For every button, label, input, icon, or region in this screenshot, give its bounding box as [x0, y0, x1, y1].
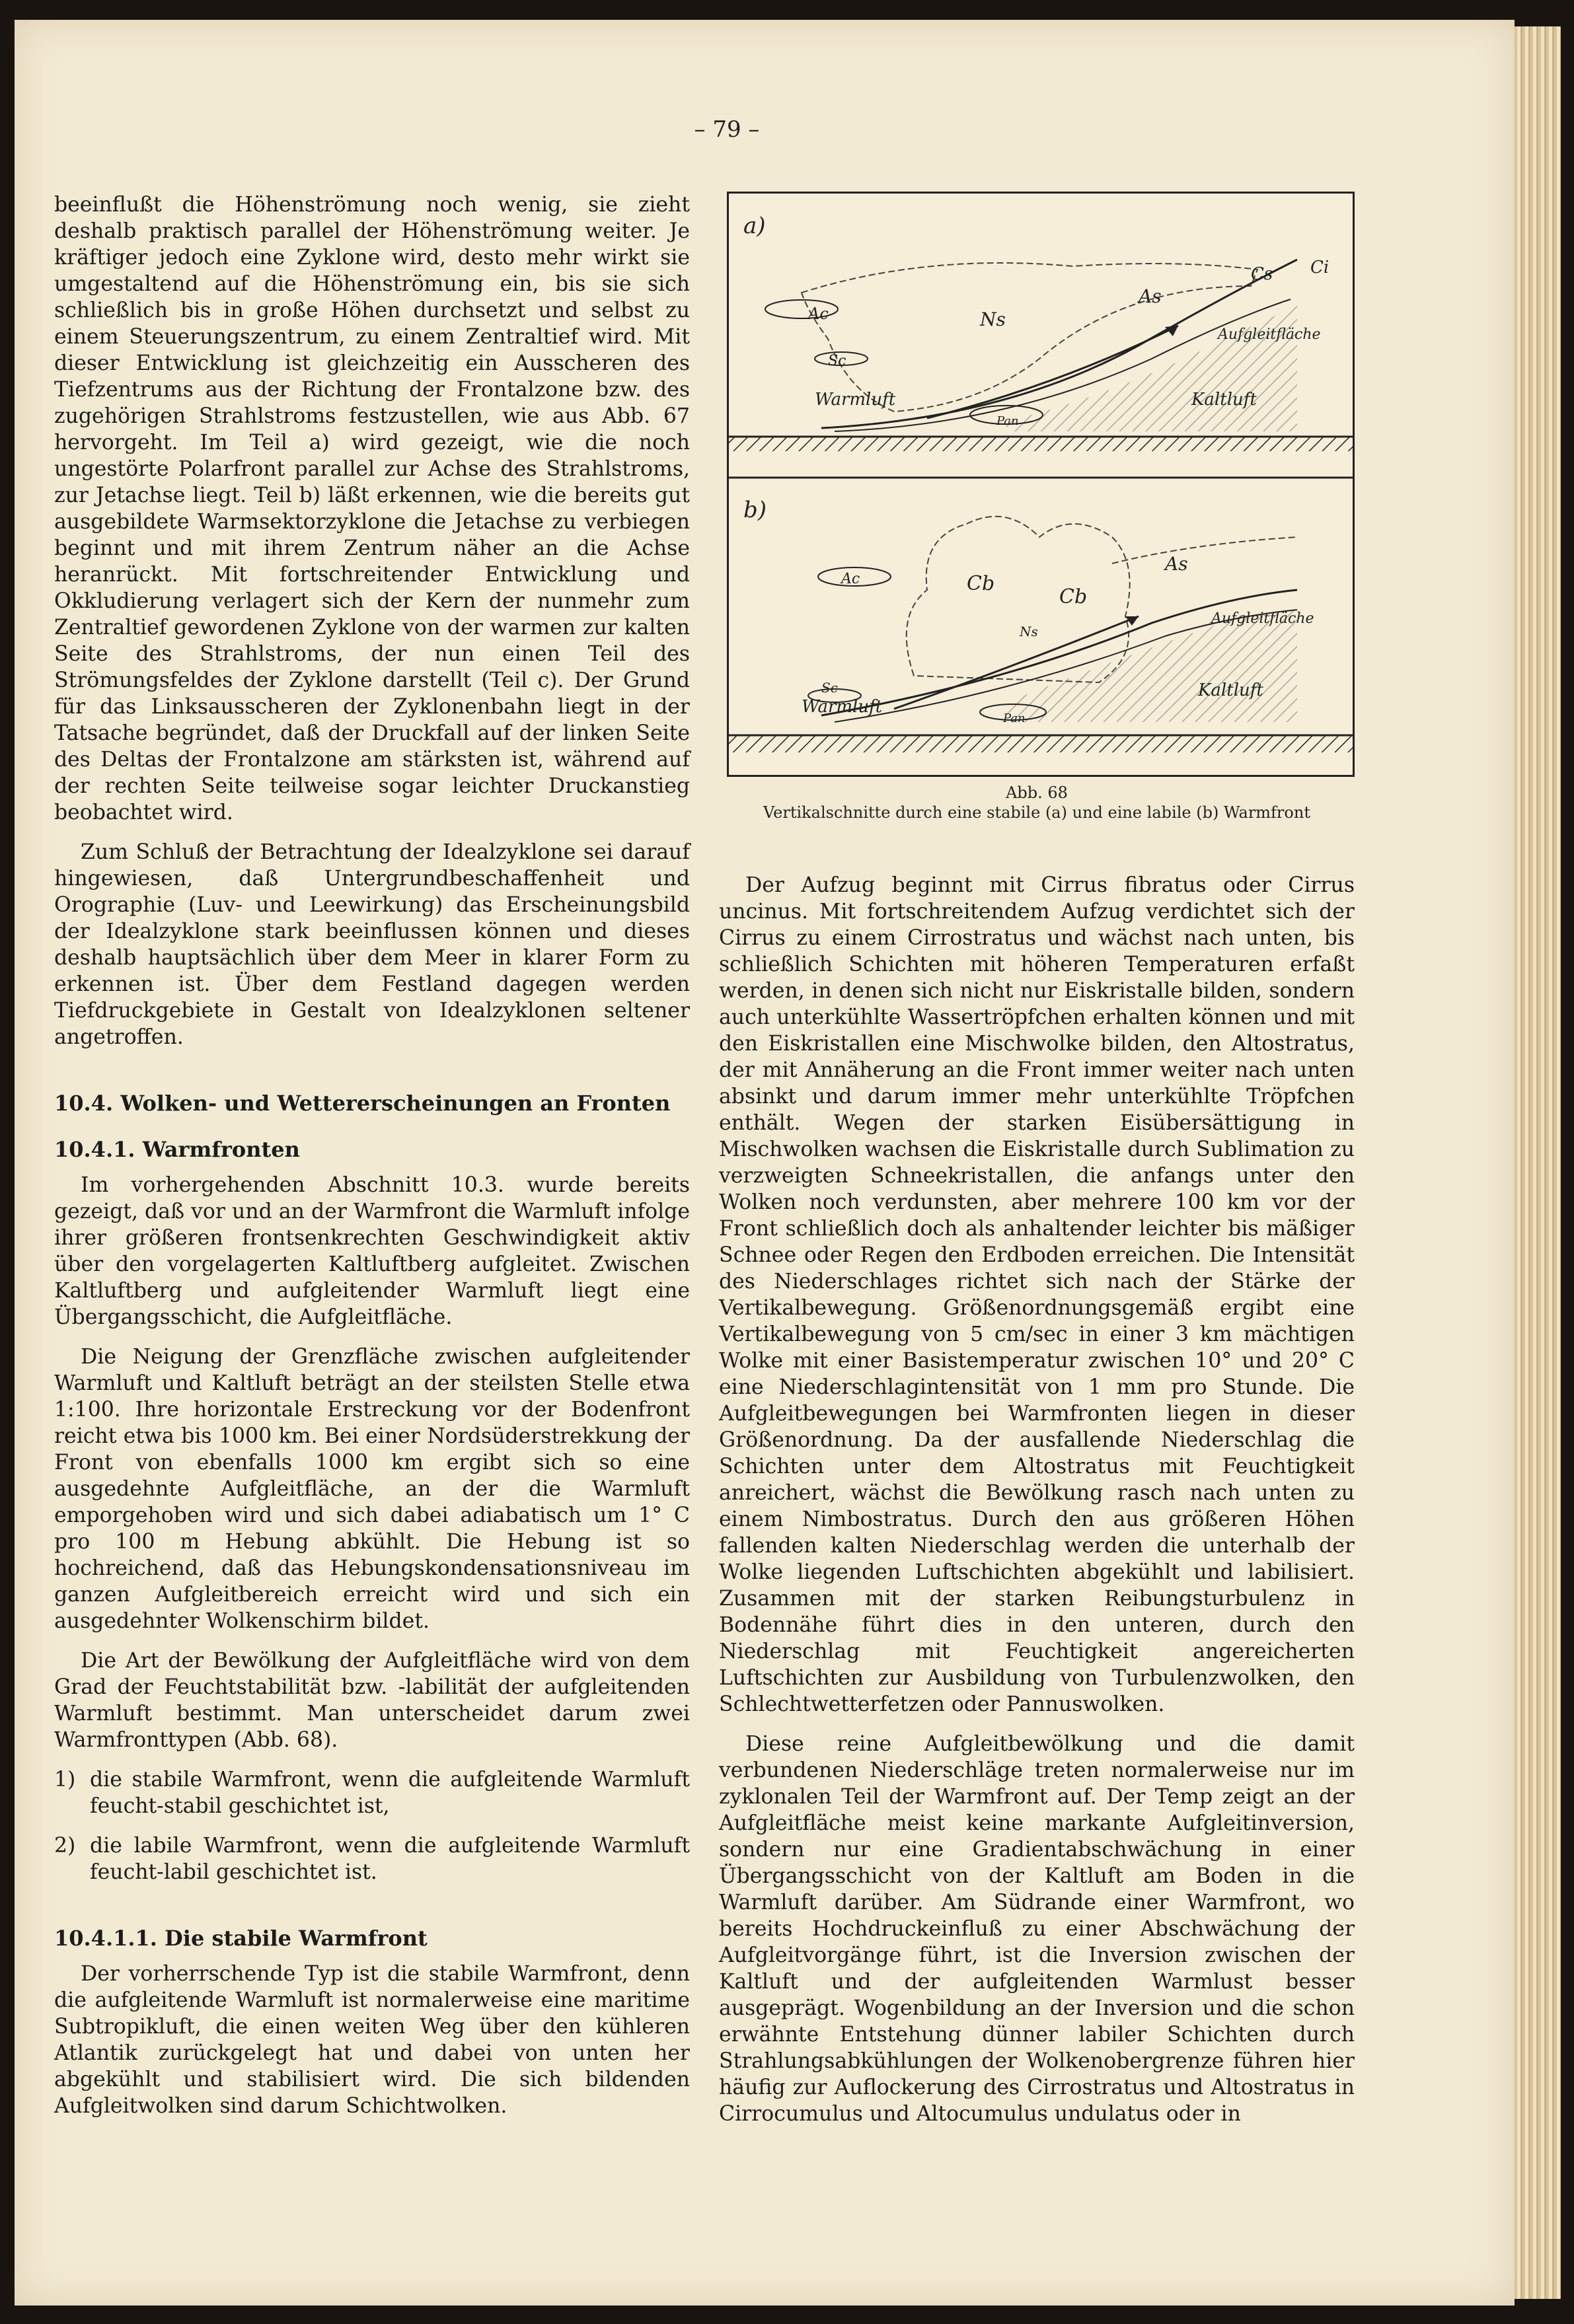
label-ac: Ac	[841, 571, 860, 587]
panel-a	[729, 213, 1353, 451]
paragraph: Der Aufzug beginnt mit Cirrus fibratus oder Cirrus uncinus. Mit fortschreitendem Aufzug verdichtet sich der Cirrus zu einem Cirrostratus und wächst nach unten, bis schließlich Schichten mit höheren Temperaturen erfaßt werden, in denen sich nicht nur Eiskristalle bilden, sondern auch unterkühlte Wassertröpfchen erhalten können und mit den Eiskristallen eine Mischwolke bilden, den Altostratus, der mit Annäherung an die Front immer weiter nach unten absinkt und darum immer mehr unterkühlte Tröpfchen enthält. Wegen der starken Eisübersättigung in Mischwolken wachsen die Eiskristalle durch Sublimation zu verzweigten Schneekristallen, die anfangs unter den Wolken noch verdunsten, aber mehrere 100 km vor der Front schließlich doch als anhaltender leichter bis mäßiger Schnee oder Regen den Erdboden erreichen. Die Intensität des Niederschlages richtet sich nach der Stärke der Vertikalbewegung. Größenordnungsgemäß ergibt eine Vertikalbewegung von 5 cm/sec in einer 3 km mächtigen Wolke mit einer Basistemperatur zwischen 10° und 20° C eine Niederschlagintensität von 1 mm pro Stunde. Die Aufgleitbewegungen bei Warmfronten liegen in dieser Größenordnung. Da der ausfallende Niederschlag die Schichten unter dem Altostratus mit Feuchtigkeit anreichert, wächst die Bewölkung rasch nach unten zu einem Nimbostratus. Durch den aus größeren Höhen fallenden kalten Niederschlag werden die unterhalb der Wolke liegenden Luftschichten abgekühlt und labilisiert. Zusammen mit der starken Reibungsturbulenz in Bodennähe führt dies in den unteren, durch den Niederschlag mit Feuchtigkeit angereicherten Luftschichten zur Ausbildung von Turbulenzwolken, den Schlechtwetterfetzen oder Pannuswolken.	[719, 873, 1355, 1716]
label-pan: Pan	[996, 414, 1019, 428]
list-number: 1)	[54, 1768, 76, 1792]
subsection-heading: 10.4.1. Warmfronten	[54, 1137, 300, 1162]
figure-drawing	[729, 194, 1353, 775]
label-ns: Ns	[980, 309, 1006, 330]
left-column	[54, 192, 690, 2132]
paragraph: Die Art der Bewölkung der Aufgleitfläche wird von dem Grad der Feuchtstabilität bzw. -labilität der aufgleitenden Warmluft bestimmt. Man unterscheidet darum zwei Warmfronttypen (Abb. 68).	[54, 1649, 690, 1752]
figure-warmfront-sections	[727, 192, 1355, 777]
cold-air-wedge-a	[1006, 306, 1297, 431]
label-ns: Ns	[1020, 624, 1038, 639]
label-cb: Cb	[1059, 585, 1088, 608]
right-column	[719, 872, 1355, 2140]
label-aufgleitflaeche: Aufgleitfläche	[1218, 326, 1321, 343]
cumulonimbus-mass-b	[907, 517, 1130, 682]
list-item	[54, 1766, 690, 1819]
list-text: die stabile Warmfront, wenn die aufgleitende Warmluft feucht-stabil geschichtet ist,	[90, 1768, 690, 1818]
page-number: – 79 –	[694, 116, 760, 143]
label-ci: Ci	[1310, 258, 1330, 277]
panel-b-label: b)	[743, 497, 767, 523]
altostratus-b	[1112, 537, 1297, 563]
paragraph: Im vorhergehenden Abschnitt 10.3. wurde bereits gezeigt, daß vor und an der Warmfront die Warmluft infolge ihrer größeren frontsenkrechten Geschwindigkeit aktiv über den vorgelagerten Kaltluftberg aufgleitet. Zwischen Kaltluftberg und aufgleitender Warmluft liegt eine Übergangsschicht, die Aufgleitfläche.	[54, 1173, 690, 1329]
panel-a-label: a)	[743, 213, 766, 239]
label-pan: Pan	[1003, 711, 1026, 725]
label-aufgleitflaeche: Aufgleitfläche	[1211, 610, 1314, 627]
subsubsection-heading: 10.4.1.1. Die stabile Warmfront	[54, 1926, 428, 1951]
ground-hatch-b	[729, 735, 1353, 752]
label-ac: Ac	[808, 305, 829, 323]
caption-text: Vertikalschnitte durch eine stabile (a) und eine labile (b) Warmfront	[763, 803, 1310, 822]
list-text: die labile Warmfront, wenn die aufgleitende Warmluft feucht-labil geschichtet ist.	[90, 1834, 690, 1884]
caption-title: Abb. 68	[1006, 783, 1068, 802]
figure-caption	[719, 783, 1355, 822]
label-warmluft: Warmluft	[815, 390, 896, 410]
page-edge-stack	[1515, 26, 1561, 2299]
section-heading: 10.4. Wolken- und Wettererscheinungen an Fronten	[54, 1091, 671, 1116]
paragraph: beeinflußt die Höhenströmung noch wenig, sie zieht deshalb praktisch parallel der Höhenströmung weiter. Je kräftiger jedoch eine Zyklone wird, desto mehr wirkt sie umgestaltend auf die Höhenströmung ein, bis sie sich schließlich bis in große Höhen durchsetzt und selbst zu einem Steuerungszentrum, zu einem Zentraltief wird. Mit dieser Entwicklung ist gleichzeitig ein Ausscheren des Tiefzentrums aus der Richtung der Frontalzone bzw. des zugehörigen Strahlstroms festzustellen, wie aus Abb. 67 hervorgeht. Im Teil a) wird gezeigt, wie die noch ungestörte Polarfront parallel zur Achse des Strahlstroms, zur Jetachse liegt. Teil b) läßt erkennen, wie die bereits gut ausgebildete Warmsektorzyklone die Jetachse zu verbiegen beginnt und mit ihrem Zentrum näher an die Achse heranrückt. Mit fortschreitender Entwicklung und Okkludierung verlagert sich der Kern der nunmehr zum Zentraltief gewordenen Zyklone von der warmen zur kalten Seite des Strahlstroms, der nun einen Teil des Strömungsfeldes der Zyklone darstellt (Teil c). Der Grund für das Linksausscheren der Zyklonenbahn liegt in der Tatsache begründet, daß der Druckfall auf der linken Seite des Deltas der Frontalzone am stärksten ist, während auf der rechten Seite teilweise sogar leichter Druckanstieg beobachtet wird.	[54, 193, 690, 824]
paragraph: Diese reine Aufgleitbewölkung und die damit verbundenen Niederschläge treten normalerweise nur im zyklonalen Teil der Warmfront auf. Der Temp zeigt an der Aufgleitfläche meist keine markante Aufgleitinversion, sondern nur eine Gradientabschwächung in einer Übergangsschicht von der Kaltluft am Boden in die Warmluft darüber. Am Südrande einer Warmfront, wo bereits Hochdruckeinfluß zu einer Abschwächung der Aufgleitvorgänge führt, ist die Inversion zwischen der Kaltluft und der aufgleitenden Warmlust besser ausgeprägt. Wogenbildung an der Inversion und die schon erwähnte Entstehung dünner labiler Schichten durch Strahlungsabkühlungen der Wolkenobergrenze führen hier häufig zur Auflockerung des Cirrostratus und Altostratus in Cirrocumulus und Altocumulus undulatus oder in	[719, 1732, 1355, 2126]
label-kaltluft: Kaltluft	[1191, 390, 1257, 410]
label-cs: Cs	[1251, 264, 1273, 284]
ground-hatch-a	[729, 437, 1353, 451]
paragraph: Der vorherrschende Typ ist die stabile Warmfront, denn die aufgleitende Warmluft ist normalerweise eine maritime Subtropikluft, die einen weiten Weg über den kühleren Atlantik zurückgelegt hat und dabei von unten her abgekühlt und stabilisiert wird. Die sich bildenden Aufgleitwolken sind darum Schichtwolken.	[54, 1962, 690, 2118]
label-cb: Cb	[967, 572, 995, 595]
label-as: As	[1165, 553, 1188, 575]
panel-b	[729, 497, 1353, 752]
label-kaltluft: Kaltluft	[1198, 680, 1263, 700]
label-sc: Sc	[828, 353, 846, 369]
list-item	[54, 1833, 690, 1885]
paragraph: Die Neigung der Grenzfläche zwischen aufgleitender Warmluft und Kaltluft beträgt an der steilsten Stelle etwa 1:100. Ihre horizontale Erstreckung vor der Bodenfront reicht etwa bis 1000 km. Bei einer Nordsüderstrekkung der Front von ebenfalls 1000 km ergibt sich so eine ausgedehnte Aufgleitfläche, an der die Warmluft emporgehoben wird und sich dabei adiabatisch um 1° C pro 100 m Hebung abkühlt. Die Hebung ist so hochreichend, daß das Hebungskondensationsniveau im ganzen Aufgleitbereich erreicht wird und sich ein ausgedehnter Wolkenschirm bildet.	[54, 1345, 690, 1633]
label-warmluft: Warmluft	[802, 697, 883, 717]
list-number: 2)	[54, 1834, 76, 1858]
label-as: As	[1139, 285, 1162, 307]
label-sc: Sc	[821, 680, 838, 696]
paragraph: Zum Schluß der Betrachtung der Idealzyklone sei darauf hingewiesen, daß Untergrundbeschaffenheit und Orographie (Luv- und Leewirkung) das Erscheinungsbild der Idealzyklone stark beeinflussen können und dieses deshalb hauptsächlich über dem Meer in klarer Form zu erkennen ist. Über dem Festland dagegen werden Tiefdruckgebiete in Gestalt von Idealzyklonen seltener angetroffen.	[54, 840, 690, 1049]
